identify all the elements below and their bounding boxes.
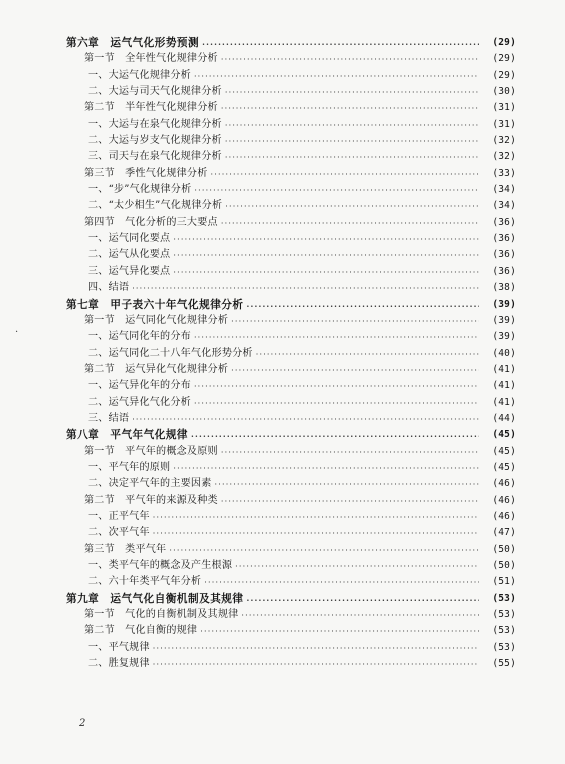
- toc-section-title: 第二节 平气年的来源及种类: [84, 494, 218, 506]
- toc-page-number: (50): [492, 560, 516, 571]
- toc-page-number: (39): [492, 331, 516, 343]
- toc-page-number: (44): [492, 412, 516, 424]
- dot-leader: [256, 347, 479, 363]
- toc-subsection-title: 一、类平气年的概念及产生根源: [88, 560, 233, 571]
- toc-subsection-title: 三、司天与在泉气化规律分析: [88, 151, 222, 163]
- toc-section-title: 第二节 气化自衡的规律: [84, 625, 198, 637]
- toc-section-row: [66, 166, 516, 182]
- toc-page-number: (30): [492, 86, 516, 98]
- toc-subsection-title: 三、运气异化要点: [88, 265, 171, 277]
- dot-leader: [231, 363, 479, 379]
- toc-section-row: [66, 493, 516, 509]
- dot-leader: [169, 543, 479, 559]
- toc-subsection-row: [66, 117, 516, 133]
- toc-subsection-row: [66, 574, 516, 590]
- toc-section-title: 第一节 平气年的概念及原则: [84, 445, 218, 457]
- toc-page-number: (36): [492, 249, 516, 261]
- dot-leader: [225, 134, 479, 150]
- toc-subsection-row: [66, 182, 516, 198]
- toc-chapter-row: [66, 35, 516, 51]
- toc-subsection-row: [66, 133, 516, 149]
- dot-leader: [202, 36, 479, 52]
- toc-section-row: [66, 51, 516, 67]
- dot-leader: [153, 510, 479, 526]
- dot-leader: [211, 167, 479, 183]
- toc-page-number: (45): [492, 429, 516, 441]
- toc-subsection-row: [66, 280, 516, 296]
- toc-subsection-title: 一、大运气化规律分析: [88, 69, 191, 81]
- toc-chapter-row: [66, 297, 516, 313]
- dot-leader: [225, 150, 479, 166]
- toc-page-number: (39): [492, 298, 516, 310]
- toc-section-row: [66, 623, 516, 639]
- dot-leader: [132, 412, 479, 428]
- toc-subsection-row: [66, 149, 516, 165]
- toc-section-row: [66, 100, 516, 116]
- toc-section-row: [66, 542, 516, 558]
- margin-mark: ·: [15, 327, 19, 338]
- page-number: 2: [79, 718, 86, 729]
- dot-leader: [200, 624, 479, 640]
- toc-page-number: (31): [492, 102, 516, 114]
- toc-subsection-row: [66, 460, 516, 476]
- toc-subsection-title: 二、胜复规律: [88, 658, 150, 670]
- toc-section-title: 第一节 运气同化气化规律分析: [84, 314, 229, 326]
- table-of-contents: [66, 35, 516, 672]
- toc-subsection-row: [66, 395, 516, 411]
- toc-page-number: (36): [492, 216, 516, 228]
- toc-page-number: (46): [492, 510, 516, 522]
- toc-subsection-title: 一、大运与在泉气化规律分析: [88, 118, 222, 130]
- toc-chapter-row: [66, 427, 516, 443]
- toc-subsection-row: [66, 509, 516, 525]
- toc-page-number: (34): [492, 184, 516, 196]
- toc-page-number: (32): [492, 151, 516, 163]
- toc-subsection-title: 一、“步”气化规律分析: [88, 184, 192, 196]
- dot-leader: [221, 52, 479, 68]
- dot-leader: [194, 183, 479, 199]
- toc-page-number: (53): [492, 609, 516, 621]
- toc-subsection-row: [66, 476, 516, 492]
- toc-page-number: (36): [492, 265, 516, 277]
- toc-page-number: (41): [492, 380, 516, 392]
- dot-leader: [194, 379, 479, 395]
- toc-chapter-title: 第六章 运气气化形势预测: [66, 37, 200, 49]
- dot-leader: [225, 85, 479, 101]
- toc-subsection-row: [66, 231, 516, 247]
- dot-leader: [153, 526, 479, 542]
- toc-subsection-row: [66, 264, 516, 280]
- toc-page-number: (45): [492, 461, 516, 473]
- toc-subsection-title: 二、运气从化要点: [88, 249, 171, 261]
- toc-section-title: 第二节 半年性气化规律分析: [84, 102, 218, 114]
- toc-subsection-title: 二、次平气年: [88, 527, 150, 539]
- toc-page-number: (41): [492, 396, 516, 408]
- toc-subsection-row: [66, 525, 516, 541]
- toc-subsection-title: 一、平气规律: [88, 641, 150, 653]
- toc-subsection-title: 一、正平气年: [88, 510, 150, 522]
- toc-page-number: (55): [492, 658, 516, 670]
- dot-leader: [215, 477, 479, 493]
- toc-subsection-title: 二、决定平气年的主要因素: [88, 478, 212, 490]
- toc-subsection-row: [66, 84, 516, 100]
- toc-subsection-row: [66, 329, 516, 345]
- dot-leader: [221, 445, 479, 461]
- dot-leader: [153, 641, 479, 657]
- toc-page-number: (36): [492, 233, 516, 245]
- toc-subsection-title: 一、运气异化年的分布: [88, 380, 191, 392]
- toc-page-number: (34): [492, 200, 516, 212]
- toc-page-number: (39): [492, 314, 516, 326]
- toc-subsection-title: 二、大运与司天气化规律分析: [88, 86, 222, 98]
- toc-page-number: (46): [492, 478, 516, 490]
- dot-leader: [225, 199, 479, 215]
- toc-page-number: (29): [492, 53, 516, 65]
- toc-page-number: (32): [492, 135, 516, 147]
- toc-section-title: 第三节 类平气年: [84, 543, 167, 555]
- dot-leader: [132, 281, 479, 297]
- toc-section-title: 第二节 运气异化气化规律分析: [84, 363, 229, 375]
- toc-page-number: (45): [492, 445, 516, 457]
- toc-subsection-title: 四、结语: [88, 282, 130, 294]
- toc-subsection-title: 二、“太少相生”气化规律分析: [88, 200, 223, 212]
- toc-subsection-title: 二、六十年类平气年分析: [88, 576, 202, 588]
- toc-chapter-title: 第八章 平气年气化规律: [66, 429, 189, 442]
- toc-page-number: (51): [492, 576, 516, 588]
- dot-leader: [247, 298, 480, 314]
- toc-section-title: 第一节 全年性气化规律分析: [84, 53, 218, 65]
- dot-leader: [247, 592, 480, 608]
- dot-leader: [231, 314, 479, 330]
- dot-leader: [225, 118, 479, 134]
- toc-section-row: [66, 607, 516, 623]
- toc-subsection-row: [66, 378, 516, 394]
- dot-leader: [194, 396, 479, 412]
- dot-leader: [194, 330, 479, 346]
- toc-section-row: [66, 313, 516, 329]
- toc-subsection-title: 三、结语: [88, 412, 130, 424]
- dot-leader: [204, 575, 479, 591]
- toc-page-number: (53): [492, 641, 516, 653]
- toc-page-number: (31): [492, 118, 516, 130]
- toc-page-number: (41): [492, 363, 516, 375]
- toc-section-title: 第一节 气化的自衡机制及其规律: [84, 609, 239, 621]
- toc-subsection-title: 一、运气同化年的分布: [88, 331, 191, 343]
- dot-leader: [173, 461, 479, 477]
- toc-subsection-title: 一、运气同化要点: [88, 233, 171, 245]
- toc-page-number: (53): [492, 592, 516, 604]
- toc-page-number: (29): [492, 37, 516, 48]
- dot-leader: [153, 657, 479, 673]
- toc-subsection-title: 一、平气年的原则: [88, 461, 171, 473]
- toc-subsection-title: 二、运气异化气化分析: [88, 396, 191, 408]
- dot-leader: [235, 559, 479, 575]
- dot-leader: [173, 265, 479, 281]
- dot-leader: [221, 494, 479, 510]
- toc-subsection-row: [66, 68, 516, 84]
- toc-chapter-title: 第七章 甲子表六十年气化规律分析: [66, 298, 244, 311]
- toc-page-number: (33): [492, 167, 516, 179]
- toc-subsection-row: [66, 247, 516, 263]
- toc-subsection-row: [66, 198, 516, 214]
- toc-page-number: (47): [492, 527, 516, 539]
- toc-page-number: (53): [492, 625, 516, 637]
- dot-leader: [173, 232, 479, 248]
- dot-leader: [241, 608, 479, 624]
- toc-section-title: 第三节 季性气化规律分析: [84, 167, 208, 179]
- toc-section-row: [66, 215, 516, 231]
- toc-page-number: (50): [492, 543, 516, 555]
- toc-chapter-title: 第九章 运气气化自衡机制及其规律: [66, 592, 244, 605]
- toc-chapter-row: [66, 591, 516, 607]
- toc-section-row: [66, 444, 516, 460]
- dot-leader: [221, 216, 479, 232]
- toc-page-number: (38): [492, 282, 516, 294]
- toc-subsection-row: [66, 558, 516, 574]
- toc-page-number: (29): [492, 69, 516, 81]
- toc-subsection-row: [66, 640, 516, 656]
- toc-section-row: [66, 362, 516, 378]
- dot-leader: [173, 248, 479, 264]
- toc-section-title: 第四节 气化分析的三大要点: [84, 216, 218, 228]
- toc-page-number: (40): [492, 347, 516, 359]
- dot-leader: [194, 69, 479, 85]
- dot-leader: [191, 428, 479, 444]
- toc-page-number: (46): [492, 494, 516, 506]
- toc-subsection-title: 二、运气同化二十八年气化形势分析: [88, 347, 253, 359]
- toc-subsection-title: 二、大运与岁支气化规律分析: [88, 135, 222, 147]
- toc-subsection-row: [66, 656, 516, 672]
- toc-subsection-row: [66, 411, 516, 427]
- toc-subsection-row: [66, 346, 516, 362]
- dot-leader: [221, 101, 479, 117]
